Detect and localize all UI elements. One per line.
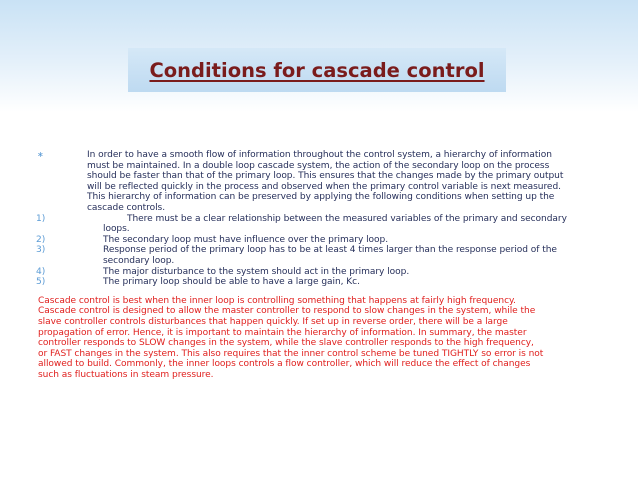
slide-content [36,150,576,380]
condition-number: 5) [36,277,46,288]
intro-line: This hierarchy of information can be preserved by applying the following conditions when setting up the [87,192,555,203]
condition-item-3 [36,245,576,266]
intro-line: In order to have a smooth flow of information throughout the control system, a hierarchy of information [87,150,552,160]
title-box [128,48,506,92]
condition-item-2 [36,235,576,246]
condition-number: 4) [36,266,46,277]
condition-number: 1) [36,213,46,224]
condition-number: 2) [36,234,46,245]
condition-line: secondary loop. [103,255,175,266]
summary-line: allowed to build. Commonly, the inner loops controls a flow controller, which will reduce the effect of changes [38,359,531,370]
condition-line: Response period of the primary loop has to be at least 4 times larger than the response period of the [103,245,557,256]
condition-line: There must be a clear relationship between the measured variables of the primary and secondary [127,213,567,224]
condition-item-5 [36,277,576,288]
slide-title: Conditions for cascade control [149,58,485,82]
intro-line: cascade controls. [87,202,166,213]
summary-line: such as fluctuations in steam pressure. [38,369,214,380]
summary-line: Cascade control is designed to allow the master controller to respond to slow changes in the system, while the [38,306,536,317]
summary-line: or FAST changes in the system. This also requires that the inner control scheme be tuned TIGHTLY so error is not [38,348,544,359]
intro-bullet [36,150,576,214]
condition-line: loops. [103,224,130,235]
condition-line: The major disturbance to the system should act in the primary loop. [103,266,410,277]
condition-number: 3) [36,245,46,256]
condition-item-1 [36,214,576,235]
summary-line: Cascade control is best when the inner loop is controlling something that happens at fairly high frequency. [38,295,516,306]
condition-item-4 [36,267,576,278]
summary-line: controller responds to SLOW changes in the system, while the slave controller responds to the high frequency, [38,338,534,349]
intro-line: must be maintained. In a double loop cascade system, the action of the secondary loop on the process [87,160,550,171]
summary-line: propagation of error. Hence, it is important to maintain the hierarchy of information. In summary, the master [38,327,527,338]
intro-line: will be reflected quickly in the process and observed when the primary control variable is next measured. [87,181,561,192]
intro-line: should be faster than that of the primary loop. This ensures that the changes made by the primary output [87,171,564,182]
summary-line: slave controller controls disturbances that happen quickly. If set up in reverse order, there will be a large [38,316,508,327]
condition-line: The secondary loop must have influence over the primary loop. [103,234,389,245]
summary-paragraph [36,296,576,381]
bullet-star-icon: ∗ [37,150,44,159]
condition-line: The primary loop should be able to have a large gain, Kc. [103,277,360,288]
